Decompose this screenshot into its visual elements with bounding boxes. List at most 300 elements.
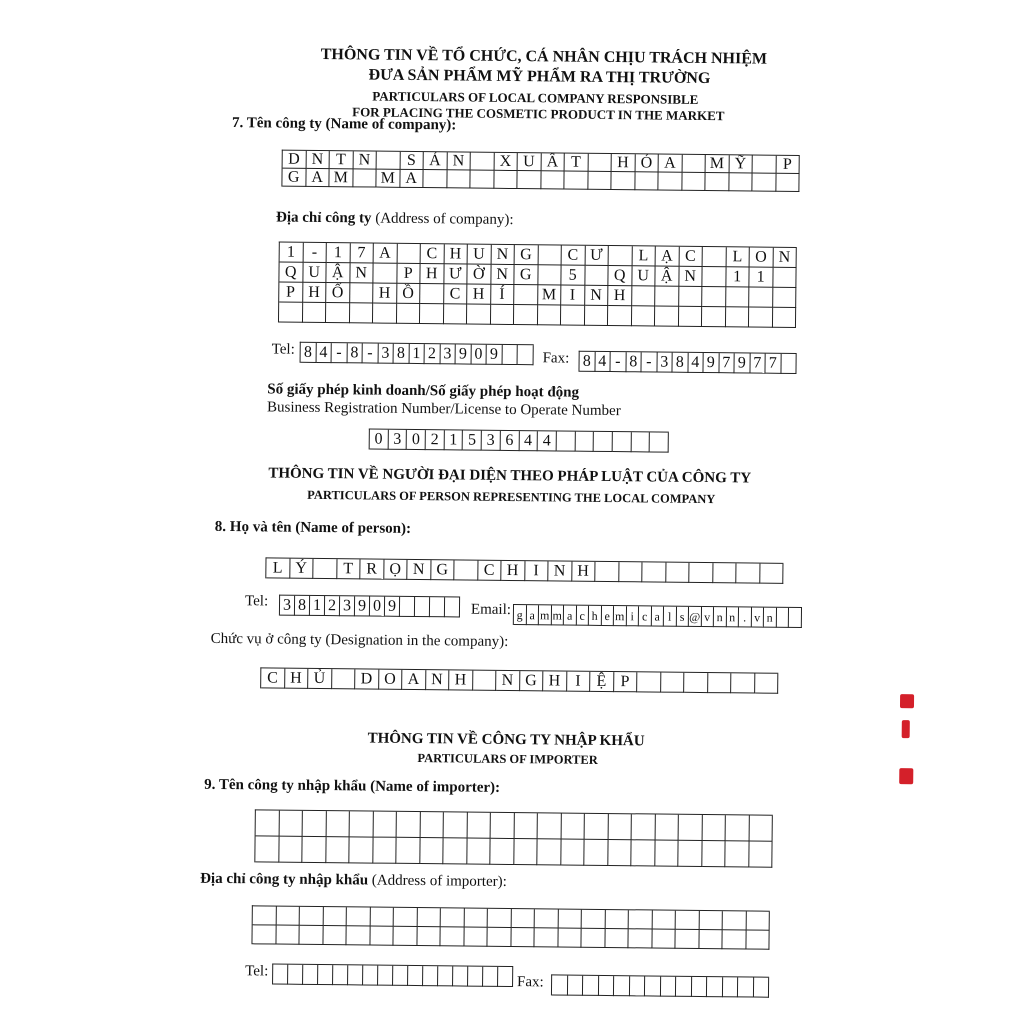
char-box: N <box>306 151 330 169</box>
char-box: 0 <box>407 430 426 450</box>
char-box: 1 <box>444 430 463 450</box>
company-tel-label: Tel: <box>271 341 295 358</box>
char-box <box>678 307 702 327</box>
char-box <box>772 308 796 328</box>
license-number-field[interactable] <box>369 428 669 452</box>
company-address-label-rest: (Address of company): <box>371 210 514 228</box>
char-box <box>605 929 629 948</box>
char-box: H <box>420 264 444 284</box>
char-box <box>373 838 397 864</box>
char-box: c <box>639 606 652 626</box>
char-box <box>749 816 773 842</box>
stamp-mark-2 <box>902 720 910 738</box>
char-box: X <box>494 153 518 171</box>
char-box <box>760 564 784 584</box>
char-box: H <box>467 285 491 305</box>
char-box <box>666 563 690 583</box>
char-box <box>676 977 692 997</box>
char-box <box>561 840 585 866</box>
char-box <box>464 909 488 928</box>
char-box: I <box>567 672 591 692</box>
stamp-mark-3 <box>899 768 913 784</box>
char-box: i <box>626 606 639 626</box>
importer-fax-label: Fax: <box>516 974 544 991</box>
char-box <box>396 838 420 864</box>
char-box: 9 <box>734 353 750 373</box>
char-box <box>608 814 632 840</box>
char-box: Ư <box>585 246 609 266</box>
char-box: G <box>514 265 538 285</box>
char-box <box>443 304 467 324</box>
char-box: h <box>589 606 602 626</box>
char-box <box>582 910 606 929</box>
char-box <box>558 929 582 948</box>
char-box <box>350 811 374 837</box>
char-box: l <box>664 607 677 627</box>
char-box <box>557 431 576 451</box>
char-box <box>420 284 444 304</box>
char-box <box>645 976 661 996</box>
char-box: H <box>449 670 473 690</box>
char-box <box>773 268 797 288</box>
char-box <box>534 928 558 947</box>
char-box <box>445 597 460 617</box>
char-box <box>467 305 491 325</box>
char-box <box>678 841 702 867</box>
char-box <box>650 432 669 452</box>
section-person-title-en: PARTICULARS OF PERSON REPRESENTING THE LOCAL COMPANY <box>307 487 716 507</box>
char-box <box>353 169 377 187</box>
char-box: a <box>651 606 664 626</box>
char-box <box>346 926 370 945</box>
section-company-title-vn-1: THÔNG TIN VỀ TỔ CHỨC, CÁ NHÂN CHỊU TRÁCH NHIỆM <box>320 45 768 68</box>
char-box: Ờ <box>467 265 491 285</box>
char-box <box>629 976 645 996</box>
char-box <box>347 907 371 926</box>
char-box <box>632 286 656 306</box>
char-box <box>299 926 323 945</box>
char-box: 4 <box>316 343 332 363</box>
char-box: n <box>714 607 727 627</box>
char-box: N <box>353 151 377 169</box>
char-box: N <box>407 560 431 580</box>
char-box <box>567 976 583 996</box>
char-box: A <box>659 155 683 173</box>
person-name-field[interactable] <box>265 557 783 583</box>
importer-address-label <box>200 871 507 891</box>
char-box <box>417 908 441 927</box>
char-box <box>255 836 279 862</box>
char-box <box>468 967 483 987</box>
char-box <box>611 172 635 190</box>
char-box: 4 <box>519 431 538 451</box>
char-box: - <box>610 352 626 372</box>
char-box: 5 <box>561 266 585 286</box>
char-box <box>585 266 609 286</box>
char-box: Q <box>279 263 303 283</box>
char-box <box>420 812 444 838</box>
char-box: L <box>726 247 750 267</box>
importer-name-label: 9. Tên công ty nhập khẩu (Name of importer): <box>204 776 501 796</box>
char-box <box>279 811 303 837</box>
char-box: O <box>379 670 403 690</box>
char-box <box>655 306 679 326</box>
char-box <box>707 977 723 997</box>
char-box <box>746 930 770 949</box>
char-box: a <box>564 606 577 626</box>
char-box <box>440 927 464 946</box>
company-name-grid[interactable] <box>281 150 799 192</box>
char-box <box>394 908 418 927</box>
char-box <box>518 345 534 365</box>
company-address-grid[interactable] <box>278 242 797 328</box>
char-box: T <box>330 151 354 169</box>
char-box: 1 <box>749 267 773 287</box>
char-box <box>781 354 797 374</box>
char-box <box>502 345 518 365</box>
char-box: 3 <box>280 596 295 616</box>
char-box: A <box>374 244 398 264</box>
char-box <box>537 839 561 865</box>
char-box: 4 <box>538 431 557 451</box>
char-box: U <box>303 263 327 283</box>
char-box <box>598 976 614 996</box>
char-box <box>377 152 401 170</box>
char-box <box>749 307 773 327</box>
char-box <box>594 432 613 452</box>
char-box <box>749 287 773 307</box>
char-box: 0 <box>370 597 385 617</box>
char-box <box>279 303 303 323</box>
char-box <box>494 171 518 189</box>
char-box <box>538 813 562 839</box>
char-box: C <box>261 668 285 688</box>
license-label-vn: Số giấy phép kinh doanh/Số giấy phép hoạt động <box>267 381 580 401</box>
char-box: H <box>285 669 309 689</box>
char-box <box>276 907 300 926</box>
char-box <box>393 927 417 946</box>
char-box: M <box>538 285 562 305</box>
char-box <box>326 837 350 863</box>
char-box: 8 <box>295 596 310 616</box>
company-address-label-bold: Địa chỉ công ty <box>275 209 372 227</box>
char-box <box>438 966 453 986</box>
char-box: C <box>679 247 703 267</box>
char-box <box>454 560 478 580</box>
char-box: A <box>400 170 424 188</box>
char-box <box>682 173 706 191</box>
char-box: N <box>773 248 797 268</box>
char-box: D <box>283 151 307 169</box>
char-box: 4 <box>688 353 704 373</box>
person-tel-field[interactable] <box>279 595 460 618</box>
char-box <box>584 840 608 866</box>
char-box <box>755 674 779 694</box>
char-box: C <box>444 284 468 304</box>
char-box <box>619 562 643 582</box>
char-box: m <box>551 605 564 625</box>
char-box: Í <box>491 285 515 305</box>
section-importer-title-vn: THÔNG TIN VỀ CÔNG TY NHẬP KHẨU <box>367 730 645 750</box>
char-box: M <box>706 155 730 173</box>
char-box: 3 <box>482 431 501 451</box>
char-box <box>326 811 350 837</box>
char-box: 3 <box>388 430 407 450</box>
char-box <box>514 285 538 305</box>
char-box <box>652 929 676 948</box>
char-box <box>323 926 347 945</box>
char-box: 3 <box>657 353 673 373</box>
char-box: A <box>306 169 330 187</box>
company-name-label: 7. Tên công ty (Name of company): <box>231 115 457 134</box>
char-box: 1 <box>409 344 425 364</box>
person-email-field[interactable] <box>513 604 802 628</box>
char-box <box>537 305 561 325</box>
char-box: N <box>491 245 515 265</box>
char-box: 8 <box>394 344 410 364</box>
char-box: 8 <box>347 343 363 363</box>
char-box <box>288 965 303 985</box>
char-box: g <box>514 605 527 625</box>
char-box: N <box>447 152 471 170</box>
char-box <box>514 839 538 865</box>
char-box <box>702 841 726 867</box>
char-box: v <box>751 608 764 628</box>
company-tel-field[interactable] <box>300 342 534 365</box>
char-box: M <box>376 170 400 188</box>
char-box <box>614 976 630 996</box>
char-box <box>679 815 703 841</box>
char-box <box>736 563 760 583</box>
char-box: N <box>679 267 703 287</box>
char-box <box>637 672 661 692</box>
char-box <box>749 842 773 868</box>
char-box <box>660 977 676 997</box>
char-box <box>467 813 491 839</box>
char-box <box>447 170 471 188</box>
char-box <box>609 246 633 266</box>
char-box: Ấ <box>541 153 565 171</box>
char-box <box>632 814 656 840</box>
char-box <box>561 306 585 326</box>
importer-address-label-bold: Địa chỉ công ty nhập khẩu <box>200 870 369 889</box>
person-name-label: 8. Họ và tên (Name of person): <box>214 518 412 537</box>
char-box <box>789 608 802 628</box>
char-box: I <box>561 286 585 306</box>
char-box <box>605 910 629 929</box>
char-box: U <box>468 245 492 265</box>
char-box: 3 <box>340 596 355 616</box>
char-box: 8 <box>626 352 642 372</box>
char-box <box>417 927 441 946</box>
char-box: H <box>303 283 327 303</box>
char-box: P <box>776 156 800 174</box>
char-box <box>708 673 732 693</box>
char-box: 2 <box>325 596 340 616</box>
char-box <box>423 966 438 986</box>
char-box: H <box>543 671 567 691</box>
char-box <box>348 965 363 985</box>
char-box <box>514 305 538 325</box>
char-box <box>363 965 378 985</box>
char-box: Ọ <box>384 560 408 580</box>
char-box: 8 <box>301 343 317 363</box>
char-box <box>703 247 727 267</box>
char-box <box>773 288 797 308</box>
char-box: N <box>491 265 515 285</box>
char-box: 8 <box>672 353 688 373</box>
char-box: 7 <box>750 353 766 373</box>
char-box: L <box>632 246 656 266</box>
char-box: Ậ <box>326 263 350 283</box>
char-box <box>635 172 659 190</box>
char-box <box>483 967 498 987</box>
char-box: M <box>329 169 353 187</box>
char-box: 1 <box>327 243 351 263</box>
char-box <box>655 286 679 306</box>
char-box <box>581 929 605 948</box>
char-box <box>753 156 777 174</box>
importer-address-label-rest: (Address of importer): <box>368 872 507 890</box>
section-company-title-en-1: PARTICULARS OF LOCAL COMPANY RESPONSIBLE <box>372 88 699 107</box>
char-box: S <box>400 152 424 170</box>
char-box <box>349 837 373 863</box>
char-box: H <box>608 286 632 306</box>
char-box <box>420 838 444 864</box>
char-box: N <box>426 670 450 690</box>
char-box: U <box>518 153 542 171</box>
char-box: Ạ <box>656 246 680 266</box>
char-box <box>408 966 423 986</box>
char-box <box>705 173 729 191</box>
char-box <box>691 977 707 997</box>
char-box <box>302 303 326 323</box>
company-fax-label: Fax: <box>542 350 570 367</box>
char-box: Ệ <box>590 672 614 692</box>
char-box: 9 <box>703 353 719 373</box>
char-box <box>552 975 568 995</box>
char-box <box>370 927 394 946</box>
char-box <box>699 911 723 930</box>
char-box: - <box>641 352 657 372</box>
char-box <box>702 287 726 307</box>
char-box: U <box>632 266 656 286</box>
company-fax-field[interactable] <box>578 351 796 374</box>
char-box <box>583 976 599 996</box>
char-box: - <box>363 343 379 363</box>
char-box <box>302 837 326 863</box>
char-box: Ư <box>444 264 468 284</box>
char-box: 7 <box>719 353 735 373</box>
char-box <box>333 965 348 985</box>
char-box <box>713 563 737 583</box>
char-box <box>487 928 511 947</box>
char-box: 7 <box>350 243 374 263</box>
char-box <box>373 264 397 284</box>
char-box <box>655 841 679 867</box>
char-box <box>655 815 679 841</box>
person-designation-field[interactable] <box>260 667 778 693</box>
char-box <box>731 673 755 693</box>
char-box <box>776 608 789 628</box>
char-box: 1 <box>726 267 750 287</box>
char-box <box>511 909 535 928</box>
char-box <box>585 814 609 840</box>
char-box <box>313 559 337 579</box>
char-box <box>608 306 632 326</box>
char-box: C <box>562 246 586 266</box>
char-box <box>490 839 514 865</box>
char-box <box>303 965 318 985</box>
char-box <box>722 930 746 949</box>
char-box: Ý <box>290 559 314 579</box>
char-box <box>725 307 749 327</box>
char-box <box>349 303 373 323</box>
char-box <box>595 562 619 582</box>
char-box: C <box>478 561 502 581</box>
char-box <box>393 966 408 986</box>
person-designation-label: Chức vụ ở công ty (Designation in the company): <box>210 630 509 650</box>
char-box: 3 <box>378 344 394 364</box>
char-box <box>253 906 277 925</box>
char-box <box>541 171 565 189</box>
char-box <box>682 155 706 173</box>
char-box <box>613 432 632 452</box>
char-box <box>642 562 666 582</box>
char-box: P <box>279 283 303 303</box>
char-box <box>378 966 393 986</box>
char-box: a <box>526 605 539 625</box>
char-box <box>470 171 494 189</box>
char-box: D <box>355 669 379 689</box>
char-box <box>631 840 655 866</box>
importer-tel-field[interactable] <box>272 964 513 988</box>
char-box: 2 <box>425 344 441 364</box>
char-box <box>738 977 754 997</box>
char-box: N <box>496 671 520 691</box>
char-box: m <box>614 606 627 626</box>
char-box <box>273 965 288 985</box>
char-box <box>318 965 333 985</box>
char-box <box>776 174 800 192</box>
char-box <box>323 907 347 926</box>
char-box <box>723 911 747 930</box>
char-box <box>490 305 514 325</box>
importer-address-grid[interactable] <box>251 905 769 949</box>
importer-tel-label: Tel: <box>245 963 269 980</box>
char-box: L <box>266 558 290 578</box>
char-box <box>420 304 444 324</box>
char-box: T <box>565 154 589 172</box>
importer-fax-field[interactable] <box>551 974 769 997</box>
char-box <box>658 173 682 191</box>
char-box <box>443 838 467 864</box>
char-box: e <box>601 606 614 626</box>
char-box: s <box>676 607 689 627</box>
char-box <box>538 265 562 285</box>
importer-name-grid[interactable] <box>254 809 773 867</box>
char-box: I <box>525 561 549 581</box>
char-box <box>584 306 608 326</box>
char-box: 9 <box>355 596 370 616</box>
char-box: H <box>612 154 636 172</box>
char-box <box>464 928 488 947</box>
char-box: G <box>515 245 539 265</box>
char-box <box>702 307 726 327</box>
char-box: Q <box>608 266 632 286</box>
char-box: T <box>337 559 361 579</box>
char-box: m <box>539 605 552 625</box>
